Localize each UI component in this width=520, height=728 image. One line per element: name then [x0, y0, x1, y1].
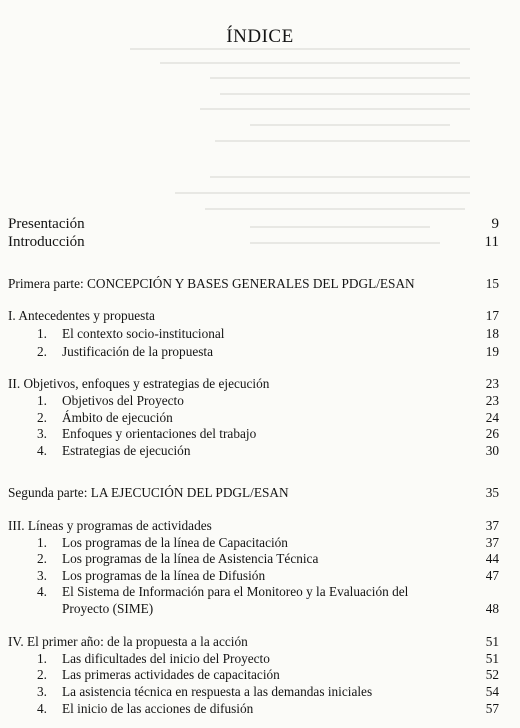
toc-item-page: 54 — [485, 684, 499, 699]
toc-item-page: 47 — [485, 568, 499, 583]
toc-item-page: 37 — [485, 535, 499, 550]
toc-item-page: 18 — [485, 326, 499, 341]
toc-entry-label: Introducción — [8, 234, 85, 250]
toc-item-page: 48 — [485, 601, 499, 616]
toc-item-number: 4. — [37, 443, 47, 458]
toc-item-label: El inicio de las acciones de difusión — [62, 701, 254, 716]
toc-item-label: Los programas de la línea de Capacitación — [62, 535, 288, 550]
toc-item-number: 3. — [37, 684, 47, 699]
toc-entry-label: Presentación — [8, 216, 85, 232]
toc-part-page: 35 — [485, 485, 499, 500]
toc-item-number: 4. — [37, 701, 47, 716]
toc-entry-page: 11 — [484, 234, 499, 250]
toc-chapter-label: III. Líneas y programas de actividades — [8, 518, 212, 533]
toc-item-number: 1. — [37, 535, 47, 550]
toc-item-label: Estrategias de ejecución — [62, 443, 191, 458]
toc-item-label: Enfoques y orientaciones del trabajo — [62, 426, 257, 441]
toc-item-label: Objetivos del Proyecto — [62, 393, 184, 408]
toc-item-label: El Sistema de Información para el Monitoreo y la Evaluación del — [62, 584, 409, 599]
toc-chapter-page: 17 — [485, 308, 499, 323]
index-title: ÍNDICE — [226, 26, 294, 47]
toc-item-number: 4. — [37, 584, 47, 599]
toc-chapter-label: IV. El primer año: de la propuesta a la acción — [8, 634, 248, 649]
toc-item-page: 19 — [485, 344, 499, 359]
toc-item-page: 26 — [485, 426, 499, 441]
toc-item-number: 1. — [37, 393, 47, 408]
toc-item-label: Ámbito de ejecución — [62, 410, 173, 425]
toc-part-label: Segunda parte: LA EJECUCIÓN DEL PDGL/ESAN — [8, 485, 289, 500]
toc-item-label: Las primeras actividades de capacitación — [62, 667, 280, 682]
toc-part-page: 15 — [485, 276, 499, 291]
toc-item-label: Los programas de la línea de Difusión — [62, 568, 266, 583]
toc-item-number: 2. — [37, 551, 47, 566]
toc-item-number: 2. — [37, 344, 47, 359]
toc-item-label: Justificación de la propuesta — [62, 344, 214, 359]
toc-item-page: 24 — [485, 410, 499, 425]
toc-item-number: 1. — [37, 651, 47, 666]
toc-item-page: 44 — [485, 551, 499, 566]
toc-item-label: Las dificultades del inicio del Proyecto — [62, 651, 270, 666]
toc-item-page: 57 — [485, 701, 499, 716]
toc-item-label: El contexto socio-institucional — [62, 326, 225, 341]
toc-item-label: Proyecto (SIME) — [62, 601, 154, 616]
toc-item-page: 51 — [485, 651, 499, 666]
toc-item-label: Los programas de la línea de Asistencia Técnica — [62, 551, 319, 566]
toc-item-number: 1. — [37, 326, 47, 341]
toc-item-page: 30 — [485, 443, 499, 458]
toc-chapter-page: 23 — [485, 376, 499, 391]
toc-item-label: La asistencia técnica en respuesta a las demandas iniciales — [62, 684, 373, 699]
toc-item-number: 3. — [37, 426, 47, 441]
toc-item-number: 3. — [37, 568, 47, 583]
toc-chapter-page: 37 — [485, 518, 499, 533]
toc-item-page: 23 — [485, 393, 499, 408]
toc-chapter-label: II. Objetivos, enfoques y estrategias de ejecución — [8, 376, 270, 391]
toc-item-page: 52 — [485, 667, 499, 682]
toc-item-number: 2. — [37, 410, 47, 425]
toc-entry-page: 9 — [491, 216, 499, 232]
toc-chapter-page: 51 — [485, 634, 499, 649]
toc-part-label: Primera parte: CONCEPCIÓN Y BASES GENERALES DEL PDGL/ESAN — [8, 276, 415, 291]
toc-chapter-label: I. Antecedentes y propuesta — [8, 308, 155, 323]
toc-item-number: 2. — [37, 667, 47, 682]
